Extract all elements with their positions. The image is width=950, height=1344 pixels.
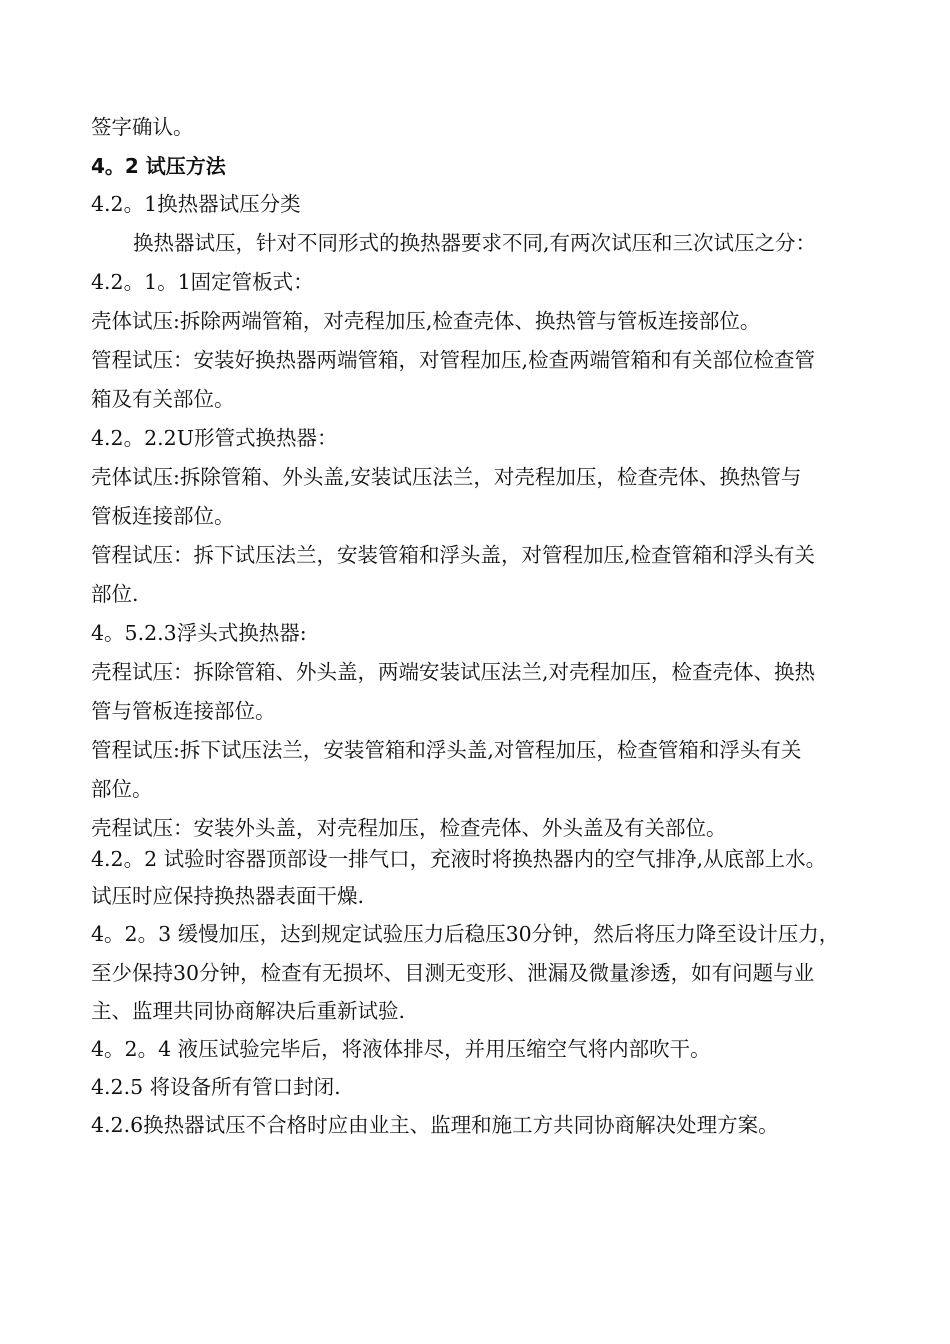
subsection-heading: 4.2。1换热器试压分类 (91, 192, 301, 216)
text-line: 4.2。2 试验时容器顶部设一排气口，充液时将换热器内的空气排净,从底部上水。 (91, 847, 827, 871)
text-line: 至少保持30分钟，检查有无损坏、目测无变形、泄漏及微量渗透，如有问题与业 (91, 961, 815, 985)
text-line: 管程试压：安装好换热器两端管箱，对管程加压,检查两端管箱和有关部位检查管 (91, 348, 816, 372)
text-line: 壳体试压:拆除两端管箱，对壳程加压,检查壳体、换热管与管板连接部位。 (91, 309, 761, 333)
text-line: 试压时应保持换热器表面干燥. (91, 884, 365, 908)
text-line: 部位. (91, 582, 139, 606)
text-line: 部位。 (91, 777, 153, 801)
text-line: 换热器试压，针对不同形式的换热器要求不同,有两次试压和三次试压之分： (133, 231, 817, 255)
text-line: 壳体试压:拆除管箱、外头盖,安装试压法兰，对壳程加压，检查壳体、换热管与 (91, 465, 802, 489)
text-line: 4。2。3 缓慢加压，达到规定试验压力后稳压30分钟，然后将压力降至设计压力， (91, 922, 840, 946)
text-line: 签字确认。 (91, 115, 194, 139)
text-line: 壳程试压：安装外头盖，对壳程加压，检查壳体、外头盖及有关部位。 (91, 816, 727, 840)
text-line: 壳程试压：拆除管箱、外头盖，两端安装试压法兰,对壳程加压，检查壳体、换热 (91, 660, 816, 684)
text-line: 管板连接部位。 (91, 504, 235, 528)
text-line: 主、监理共同协商解决后重新试验. (91, 999, 406, 1023)
text-line: 4.2.5 将设备所有管口封闭. (91, 1075, 341, 1099)
text-line: 管程试压:拆下试压法兰，安装管箱和浮头盖,对管程加压，检查管箱和浮头有关 (91, 738, 802, 762)
section-heading: 4。2 试压方法 (91, 154, 226, 178)
subsection-heading: 4.2。1。1固定管板式： (91, 270, 314, 294)
subsection-heading: 4。5.2.3浮头式换热器: (91, 621, 307, 645)
text-line: 管与管板连接部位。 (91, 699, 276, 723)
text-line: 4.2.6换热器试压不合格时应由业主、监理和施工方共同协商解决处理方案。 (91, 1113, 779, 1137)
text-line: 4。2。4 液压试验完毕后，将液体排尽，并用压缩空气将内部吹干。 (91, 1037, 711, 1061)
subsection-heading: 4.2。2.2U形管式换热器： (91, 426, 338, 450)
text-line: 管程试压：拆下试压法兰，安装管箱和浮头盖，对管程加压,检查管箱和浮头有关 (91, 543, 816, 567)
text-line: 箱及有关部位。 (91, 387, 235, 411)
